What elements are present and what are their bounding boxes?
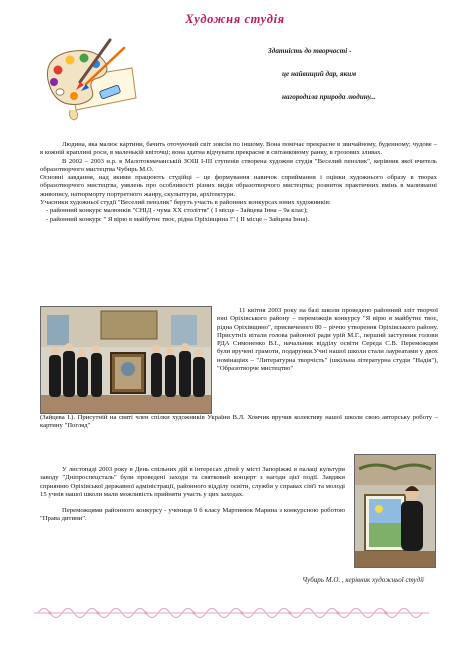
motto-line-2: це найвищий дар, яким: [282, 70, 357, 78]
ornament-border: [34, 602, 429, 624]
palette-illustration: [40, 38, 140, 124]
signature: Чубирь М.О. , керівник художньої студії: [302, 576, 424, 584]
list-item: - районний конкурс " Я вірю в майбутнє твоє, рідна Оріхівщина !" ( ІІ місце – Зайцева Інна).: [46, 215, 310, 223]
intro-section: [40, 141, 437, 224]
student-photo: [354, 454, 436, 568]
bottom-section: [40, 466, 345, 524]
middle-text-continuation: (Зайцева І.). Присутній на святі член спілки художників України В.Л. Хомчик вручив колективу нашої школи свою авторську роботу – картину "Погляд": [40, 414, 438, 430]
motto-line-1: Здатність до творчості -: [268, 47, 352, 55]
intro-paragraph-3: Основні завдання, над якими працюють студійці – це формування навичок сприймання і оцінки художнього образу в творах образотворчого мистецтва, уявлень про особливості різних видів образотворчого мистецтва; розвиток практичних вмінь в малюванні живопису, натюрморту портретного жанру, скульптури, архітектури.: [40, 174, 437, 198]
group-photo: [40, 306, 212, 414]
middle-text: 11 квітня 2003 року на базі школи проведено районний зліт творчої юні Оріхівського району – переможців конкурсу "Я вірю в майбутнє твоє, рідна Оріхівщино", присвяченого 80 – річчю утворення Оріхівського району. Присутніх вітали голова районної ради урій М.Г., перший заступник голови РДА Симоненко В.І., начальник відділу освіти Середа С.В. Переможцям були вручені грамоти, подарунки.Учні нашої школи стали лауреатами у двох номінаціях – "Литературна творчість" (шкільна літературна студія "Надія"), "Образотворче мистецтво": [217, 307, 438, 373]
intro-paragraph-4: Учасники художньої студії "Веселий пензлик" беруть участь в районних конкурсах юних художників:: [40, 199, 331, 207]
contest-list: [40, 207, 437, 224]
intro-paragraph-2: В 2002 – 2003 н.р. в Малотокмачанській ЗОШ І-ІІІ ступенів створена художня студія "Веселий пензлик", керівник якої вчитель образотворчого мистецтва Чубирь М.О.: [40, 157, 437, 173]
page-title: Художня студія: [185, 12, 285, 26]
intro-paragraph-1: Людина, яка малює картини, бачить оточуючий світ зовсім по іншому. Вона помічає прекрасне в звичайному, буденному; чудове – в кожній краплині роси, в маленькій квіточці; вона здатна відчувати прекрасне в світанковому ранку, в грозових зливах.: [40, 141, 437, 157]
bottom-paragraph-2: Переможцями районного конкурсу - учениця 9 б класу Мартинюк Марина з конкурсною роботою "Права дитини".: [40, 507, 345, 523]
list-item: - районний конкурс малюнків "СНІД - чума ХХ століття" ( І місце - Зайцева Інна – 9а клас);: [46, 207, 308, 215]
motto-line-3: нагородила природа людину...: [282, 93, 376, 101]
bottom-paragraph-1: У листопаді 2003 року в День спільних дій в інтересах дітей у місті Запоріжжі в палаці культури заводу "Дніпроспецсталь" були проведені заходи та святковий концерт з нагоди цієї події. Завдяки сприянню Оріхівської державної адміністрації, районного відділу освіти, служби у справах сім'ї та молоді 15 учнів нашої школи мали можливість прийняти участь у цих заходах.: [40, 466, 345, 498]
